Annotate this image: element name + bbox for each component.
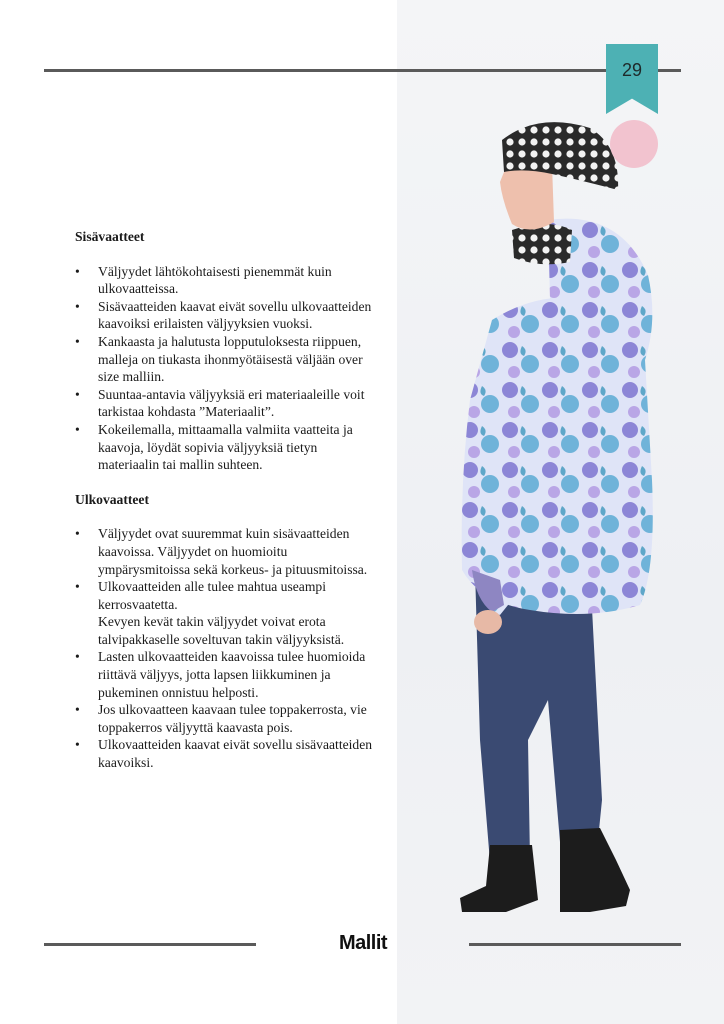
footer-rule-right	[469, 943, 681, 946]
list-item: • Sisävaatteiden kaavat eivät sovellu ulkovaatteiden kaavoiksi erilaisten väljyyksien vuoksi.	[75, 298, 375, 333]
list-item: • Suuntaa-antavia väljyyksiä eri materiaaleille voit tarkistaa kohdasta ”Materiaalit”.	[75, 386, 375, 421]
header-rule	[44, 69, 681, 72]
model-photo	[420, 100, 690, 980]
right-boot	[560, 828, 630, 912]
main-text	[75, 228, 375, 772]
left-boot	[460, 845, 538, 912]
list-item: • Väljyydet lähtökohtaisesti pienemmät kuin ulkovaatteissa.	[75, 263, 375, 298]
section-title-outdoor: Ulkovaatteet	[75, 491, 149, 507]
list-item: • Väljyydet ovat suuremmat kuin sisävaatteiden kaavoissa. Väljyydet on huomioitu ympärysmitoissa sekä korkeus- ja pituusmitoissa.	[75, 525, 375, 578]
list-item: • Lasten ulkovaatteiden kaavoissa tulee huomioida riittävä väljyys, jotta lapsen liikkuminen ja pukeminen onnistuu helposti.	[75, 648, 375, 701]
list-item: • Jos ulkovaatteen kaavaan tulee toppakerrosta, vie toppakerros väljyyttä kaavasta pois.	[75, 701, 375, 736]
list-item	[75, 578, 375, 648]
section-title-indoor: Sisävaatteet	[75, 229, 145, 244]
list-item: • Kankaasta ja halutusta lopputuloksesta riippuen, malleja on tiukasta ihonmyötäisestä väljään over size malliin.	[75, 333, 375, 386]
list-item-note: Kevyen kevät takin väljyydet voivat erota talvipakkaselle soveltuvan takin väljyyksistä.	[98, 614, 345, 647]
list-item: • Ulkovaatteiden kaavat eivät sovellu sisävaatteiden kaavoiksi.	[75, 736, 375, 771]
outdoor-list	[75, 525, 375, 771]
footer-rule-left	[44, 943, 256, 946]
list-item-text: Ulkovaatteiden alle tulee mahtua useampi kerrosvaatetta.	[98, 579, 326, 612]
indoor-list	[75, 263, 375, 474]
footer-logo: Mallit	[338, 932, 388, 954]
list-item: • Kokeilemalla, mittaamalla valmiita vaatteita ja kaavoja, löydät sopivia väljyyksiä tietyn materiaalin tai mallin suhteen.	[75, 421, 375, 474]
page-number: 29	[621, 60, 643, 80]
